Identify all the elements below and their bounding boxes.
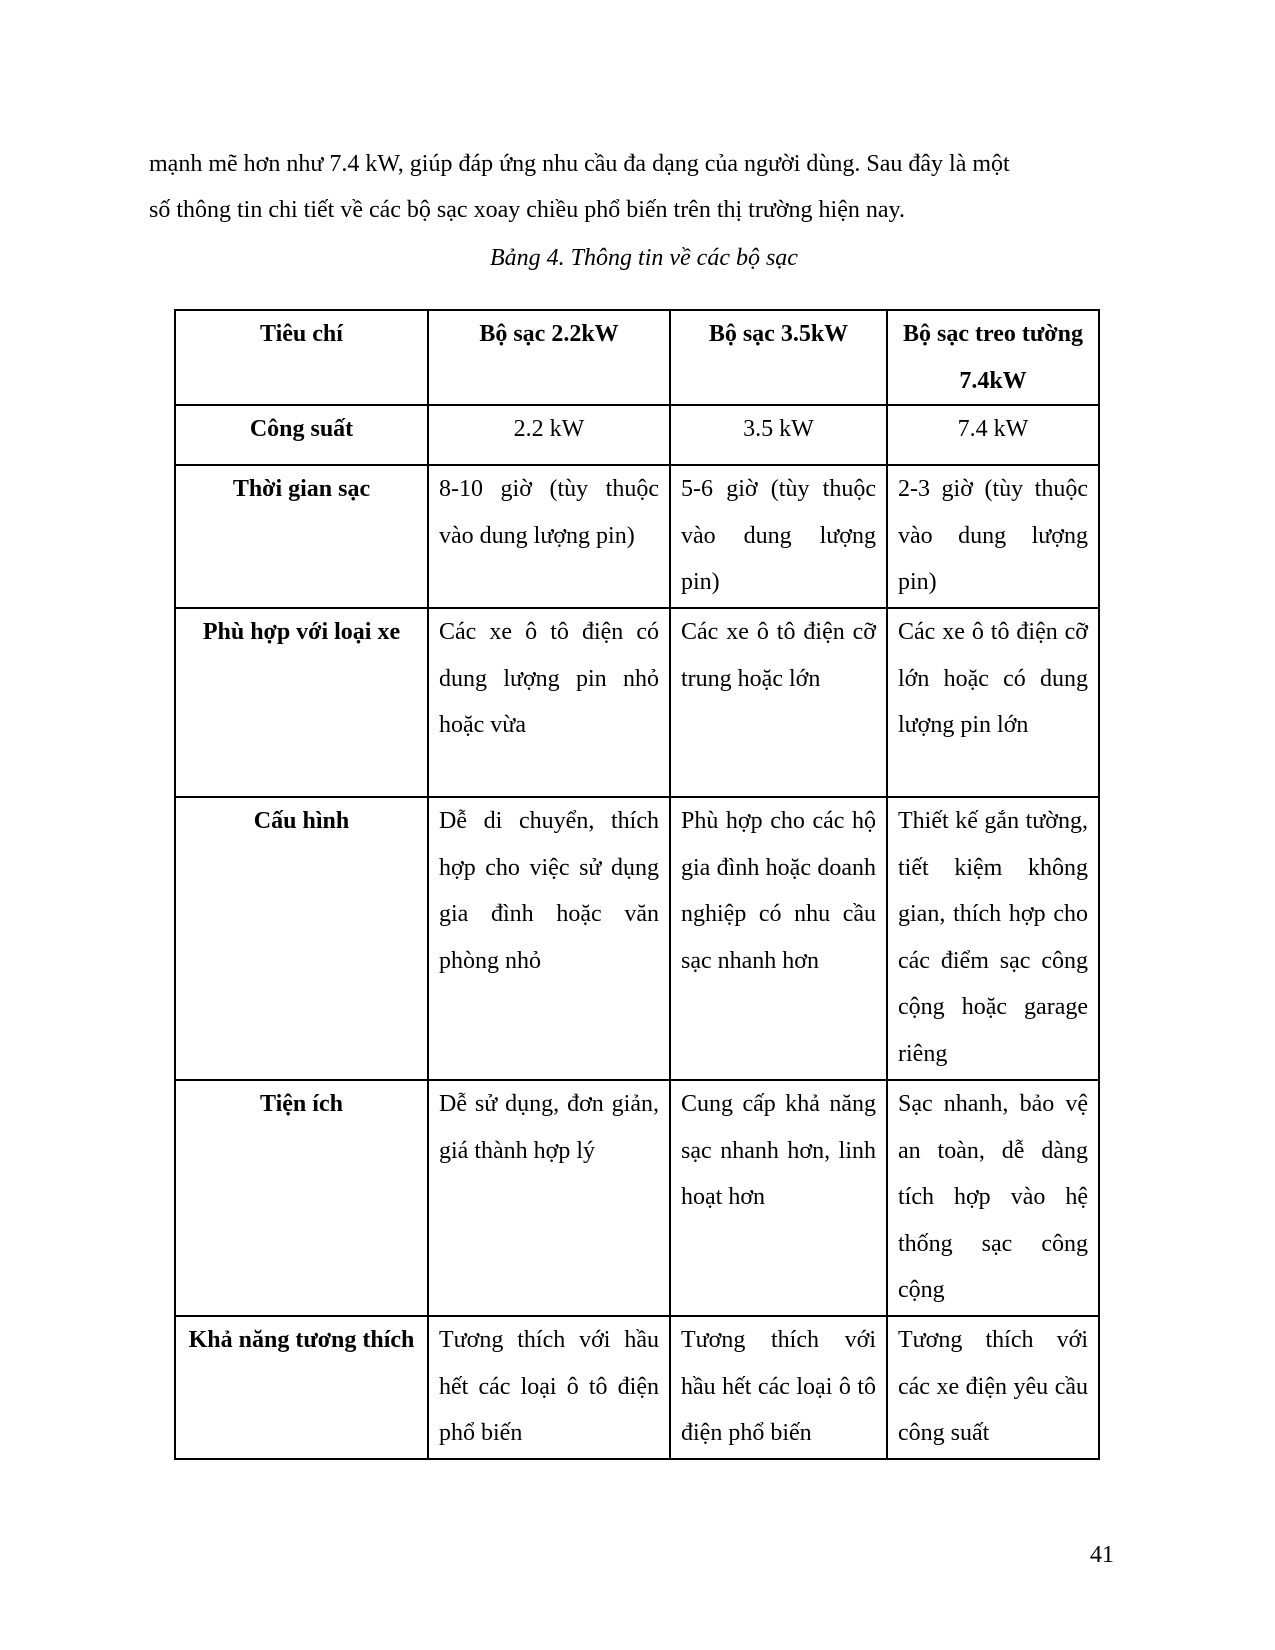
paragraph-line-1: mạnh mẽ hơn như 7.4 kW, giúp đáp ứng nhu cầu đa dạng của người dùng. Sau đây là một [149, 151, 1010, 177]
cell-value: Các xe ô tô điện cỡ trung hoặc lớn [670, 608, 887, 797]
header-criterion: Tiêu chí [175, 310, 428, 405]
table-header-row [175, 310, 1099, 405]
body-paragraph [149, 141, 1139, 233]
cell-value: Các xe ô tô điện có dung lượng pin nhỏ hoặc vừa [428, 608, 670, 797]
cell-value: 2.2 kW [428, 405, 670, 465]
table-row [175, 608, 1099, 797]
cell-value: 2-3 giờ (tùy thuộc vào dung lượng pin) [887, 465, 1099, 608]
cell-value: 8-10 giờ (tùy thuộc vào dung lượng pin) [428, 465, 670, 608]
table-row [175, 797, 1099, 1080]
table-row [175, 465, 1099, 608]
header-charger-2-2kw: Bộ sạc 2.2kW [428, 310, 670, 405]
row-criterion: Công suất [175, 405, 428, 465]
page-number: 41 [1090, 1542, 1114, 1568]
header-charger-7-4kw: Bộ sạc treo tường 7.4kW [887, 310, 1099, 405]
cell-value: Sạc nhanh, bảo vệ an toàn, dễ dàng tích hợp vào hệ thống sạc công cộng [887, 1080, 1099, 1316]
cell-value: Dễ di chuyển, thích hợp cho việc sử dụng gia đình hoặc văn phòng nhỏ [428, 797, 670, 1080]
cell-value: 3.5 kW [670, 405, 887, 465]
charger-comparison-table [174, 309, 1100, 1460]
cell-value: Dễ sử dụng, đơn giản, giá thành hợp lý [428, 1080, 670, 1316]
table-caption: Bảng 4. Thông tin về các bộ sạc [490, 245, 798, 271]
row-criterion: Thời gian sạc [175, 465, 428, 608]
cell-value: Các xe ô tô điện cỡ lớn hoặc có dung lượng pin lớn [887, 608, 1099, 797]
cell-value: Cung cấp khả năng sạc nhanh hơn, linh hoạt hơn [670, 1080, 887, 1316]
cell-value: Tương thích với hầu hết các loại ô tô điện phổ biến [670, 1316, 887, 1459]
cell-value: 7.4 kW [887, 405, 1099, 465]
table-row [175, 1316, 1099, 1459]
row-criterion: Cấu hình [175, 797, 428, 1080]
table-row [175, 405, 1099, 465]
header-charger-3-5kw: Bộ sạc 3.5kW [670, 310, 887, 405]
row-criterion: Phù hợp với loại xe [175, 608, 428, 797]
row-criterion: Tiện ích [175, 1080, 428, 1316]
paragraph-line-2: số thông tin chi tiết về các bộ sạc xoay chiều phổ biến trên thị trường hiện nay. [149, 197, 905, 223]
table-row [175, 1080, 1099, 1316]
cell-value: 5-6 giờ (tùy thuộc vào dung lượng pin) [670, 465, 887, 608]
row-criterion: Khả năng tương thích [175, 1316, 428, 1459]
cell-value: Tương thích với hầu hết các loại ô tô điện phổ biến [428, 1316, 670, 1459]
cell-value: Tương thích với các xe điện yêu cầu công suất [887, 1316, 1099, 1459]
cell-value: Phù hợp cho các hộ gia đình hoặc doanh nghiệp có nhu cầu sạc nhanh hơn [670, 797, 887, 1080]
cell-value: Thiết kế gắn tường, tiết kiệm không gian, thích hợp cho các điểm sạc công cộng hoặc garage riêng [887, 797, 1099, 1080]
